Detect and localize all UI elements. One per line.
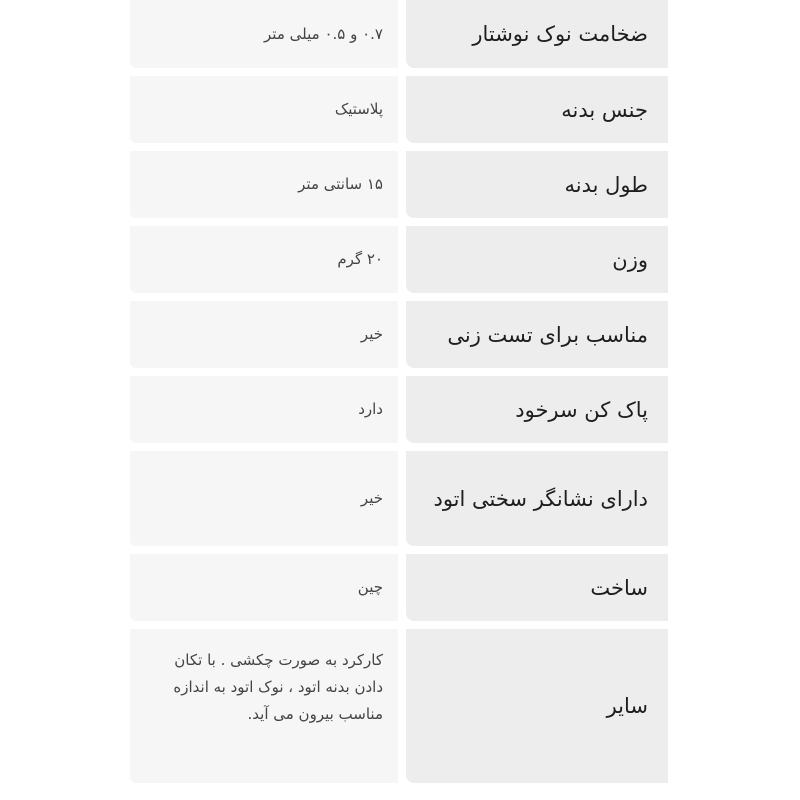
spec-value: دارد [130,376,398,443]
spec-value: چین [130,554,398,621]
spec-label: مناسب برای تست زنی [406,301,668,368]
spec-label: ضخامت نوک نوشتار [406,0,668,68]
spec-value: ۲۰ گرم [130,226,398,293]
spec-label: جنس بدنه [406,76,668,143]
spec-value: ۱۵ سانتی متر [130,151,398,218]
spec-label: پاک کن سرخود [406,376,668,443]
spec-row-tip-thickness [130,0,668,68]
spec-value: خیر [130,451,398,546]
spec-row-eraser [130,376,668,443]
spec-value: خیر [130,301,398,368]
spec-label: وزن [406,226,668,293]
spec-row-body-length [130,151,668,218]
spec-row-other [130,629,668,783]
spec-row-hardness-indicator [130,451,668,546]
spec-row-weight [130,226,668,293]
spec-label: سایر [406,629,668,783]
specifications-table [130,0,668,791]
spec-label: طول بدنه [406,151,668,218]
spec-row-body-material [130,76,668,143]
spec-value: ۰.۷ و ۰.۵ میلی متر [130,0,398,68]
spec-row-test-suitable [130,301,668,368]
spec-value: کارکرد به صورت چکشی . با تکان دادن بدنه اتود ، نوک اتود به اندازه مناسب بیرون می آید. [130,629,398,783]
spec-label: دارای نشانگر سختی اتود [406,451,668,546]
spec-label: ساخت [406,554,668,621]
spec-row-made-in [130,554,668,621]
spec-value: پلاستیک [130,76,398,143]
